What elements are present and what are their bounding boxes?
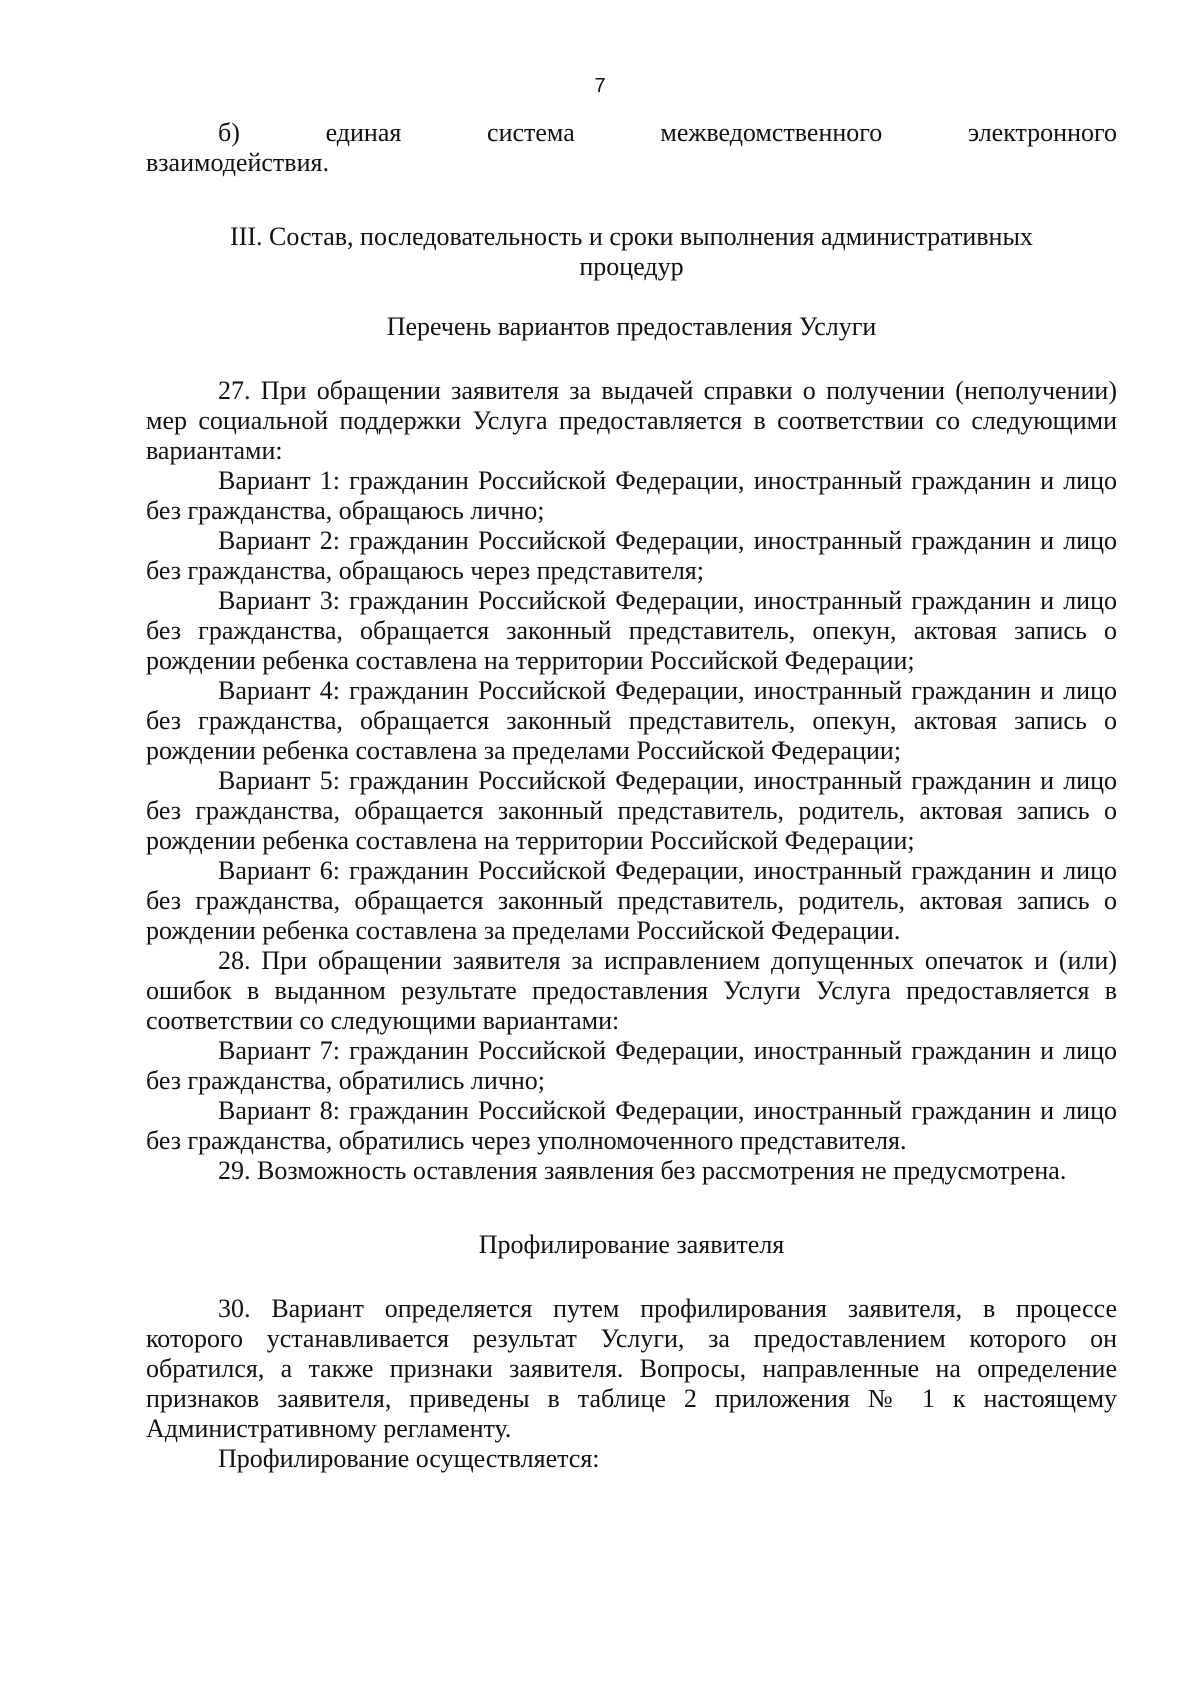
item-b-word-system: система межведомственного [487, 118, 883, 147]
subheading-variants: Перечень вариантов предоставления Услуги [386, 312, 877, 341]
paragraph-27: 27. При обращении заявителя за выдачей справки о получении (неполучении) мер социальной поддержки Услуга предоставляется в соответствии со следующими вариантами: [146, 376, 1117, 465]
item-b-word-electronic: электронного [968, 118, 1118, 147]
item-b-marker: б) [218, 118, 240, 147]
section-heading [146, 222, 1117, 282]
section-heading-line-2: процедур [579, 252, 684, 281]
variant-6: Вариант 6: гражданин Российской Федерации, иностранный гражданин и лицо без гражданства, обращается законный представитель, родитель, актовая запись о рождении ребенка составлена за пределами Российской Федерации. [146, 856, 1117, 945]
variant-3: Вариант 3: гражданин Российской Федерации, иностранный гражданин и лицо без гражданства, обращается законный представитель, опекун, актовая запись о рождении ребенка составлена на территории Российской Федерации; [146, 586, 1117, 675]
page-number: 7 [594, 75, 606, 97]
item-b-word-unified: единая [325, 118, 402, 147]
profiling-intro: Профилирование осуществляется: [218, 1444, 600, 1473]
subheading-profiling: Профилирование заявителя [478, 1230, 785, 1259]
variant-1: Вариант 1: гражданин Российской Федерации, иностранный гражданин и лицо без гражданства, обращаюсь лично; [146, 466, 1117, 525]
paragraph-29: 29. Возможность оставления заявления без рассмотрения не предусмотрена. [218, 1156, 1067, 1185]
item-b-continuation: взаимодействия. [146, 148, 329, 177]
variant-5: Вариант 5: гражданин Российской Федерации, иностранный гражданин и лицо без гражданства, обращается законный представитель, родитель, актовая запись о рождении ребенка составлена на территории Российской Федерации; [146, 766, 1117, 855]
variant-7: Вариант 7: гражданин Российской Федерации, иностранный гражданин и лицо без гражданства, обратились лично; [146, 1036, 1117, 1095]
variant-4: Вариант 4: гражданин Российской Федерации, иностранный гражданин и лицо без гражданства, обращается законный представитель, опекун, актовая запись о рождении ребенка составлена за пределами Российской Федерации; [146, 676, 1117, 765]
paragraph-28: 28. При обращении заявителя за исправлением допущенных опечаток и (или) ошибок в выданном результате предоставления Услуги Услуга предоставляется в соответствии со следующими вариантами: [146, 946, 1117, 1035]
item-b-line [146, 118, 1117, 148]
document-body [146, 118, 1117, 1474]
section-heading-line-1: III. Состав, последовательность и сроки выполнения административных [230, 222, 1033, 251]
variant-8: Вариант 8: гражданин Российской Федерации, иностранный гражданин и лицо без гражданства, обратились через уполномоченного представителя. [146, 1096, 1117, 1155]
variant-2: Вариант 2: гражданин Российской Федерации, иностранный гражданин и лицо без гражданства, обращаюсь через представителя; [146, 526, 1117, 585]
paragraph-30: 30. Вариант определяется путем профилирования заявителя, в процессе которого устанавливается результат Услуги, за предоставлением которого он обратился, а также признаки заявителя. Вопросы, направленные на определение признаков заявителя, приведены в таблице 2 приложения № 1 к настоящему Административному регламенту. [146, 1294, 1117, 1443]
